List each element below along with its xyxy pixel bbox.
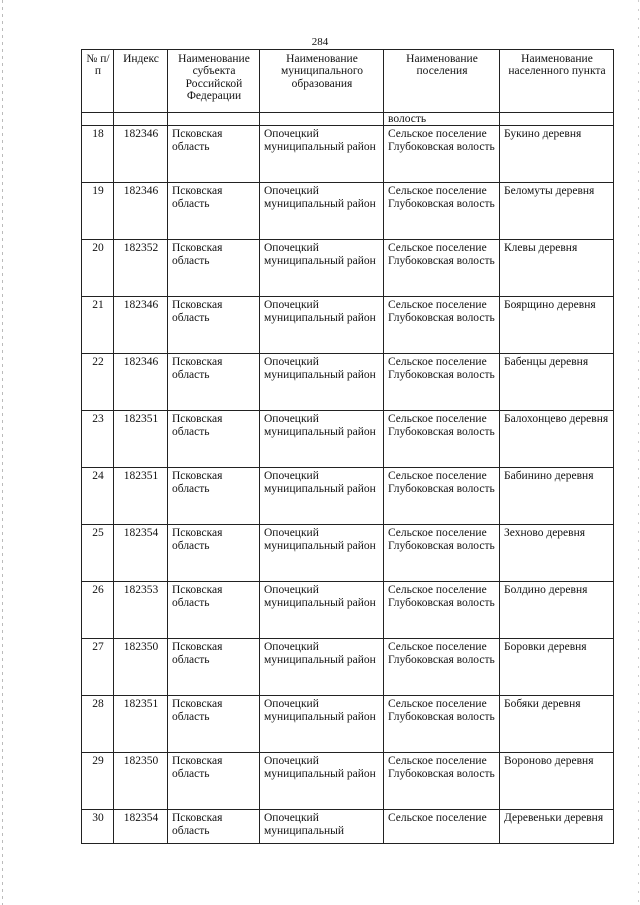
- cell-index: 182354: [114, 810, 168, 844]
- table-row: [82, 354, 614, 411]
- cell-settlement: Сельское поселение Глубоковская волость: [384, 183, 500, 240]
- cell-subject: Псковская область: [168, 240, 260, 297]
- cell-number: 23: [82, 411, 114, 468]
- cell-settlement: Сельское поселение Глубоковская волость: [384, 297, 500, 354]
- header-settlement: Наименование поселения: [384, 50, 500, 113]
- cell-number: 21: [82, 297, 114, 354]
- cell-locality: Бобяки деревня: [500, 696, 614, 753]
- table-body: [82, 113, 614, 844]
- cell-number: 19: [82, 183, 114, 240]
- settlements-table: [81, 49, 614, 844]
- cell-settlement: Сельское поселение Глубоковская волость: [384, 525, 500, 582]
- table-row: [82, 696, 614, 753]
- table-row: [82, 810, 614, 844]
- cell-number: 26: [82, 582, 114, 639]
- table-row: [82, 411, 614, 468]
- cell-municipality: Опочецкий муниципальный район: [260, 240, 384, 297]
- cell-settlement: Сельское поселение Глубоковская волость: [384, 126, 500, 183]
- cell-settlement: Сельское поселение Глубоковская волость: [384, 240, 500, 297]
- cell-index: 182351: [114, 696, 168, 753]
- cell-number: 30: [82, 810, 114, 844]
- cell-settlement: Сельское поселение: [384, 810, 500, 844]
- cell-settlement: Сельское поселение Глубоковская волость: [384, 696, 500, 753]
- cell-index: 182350: [114, 639, 168, 696]
- cell-number: 27: [82, 639, 114, 696]
- cell-index: 182350: [114, 753, 168, 810]
- cell-number: 24: [82, 468, 114, 525]
- cell-subject: Псковская область: [168, 468, 260, 525]
- cell-locality: Зехново деревня: [500, 525, 614, 582]
- cell-locality: Боровки деревня: [500, 639, 614, 696]
- header-subject: Наименование субъекта Российской Федерации: [168, 50, 260, 113]
- cell-municipality: Опочецкий муниципальный: [260, 810, 384, 844]
- cell-number: 29: [82, 753, 114, 810]
- cell-index: 182351: [114, 468, 168, 525]
- cell-locality: Бабинино деревня: [500, 468, 614, 525]
- scan-edge-right: [638, 0, 639, 905]
- header-index: Индекс: [114, 50, 168, 113]
- cell-subject: Псковская область: [168, 639, 260, 696]
- header-locality: Наименование населенного пункта: [500, 50, 614, 113]
- cell-number: [82, 113, 114, 126]
- cell-locality: Букино деревня: [500, 126, 614, 183]
- page-number: 284: [311, 36, 329, 48]
- cell-locality: Болдино деревня: [500, 582, 614, 639]
- cell-municipality: Опочецкий муниципальный район: [260, 753, 384, 810]
- cell-municipality: Опочецкий муниципальный район: [260, 696, 384, 753]
- cell-municipality: Опочецкий муниципальный район: [260, 297, 384, 354]
- table-row: [82, 183, 614, 240]
- cell-index: 182351: [114, 411, 168, 468]
- cell-number: 25: [82, 525, 114, 582]
- cell-municipality: Опочецкий муниципальный район: [260, 354, 384, 411]
- cell-index: 182346: [114, 183, 168, 240]
- cell-locality: Балохонцево деревня: [500, 411, 614, 468]
- cell-subject: Псковская область: [168, 810, 260, 844]
- header-number: № п/п: [82, 50, 114, 113]
- cell-subject: Псковская область: [168, 411, 260, 468]
- cell-index: [114, 113, 168, 126]
- cell-subject: Псковская область: [168, 525, 260, 582]
- table-row: [82, 240, 614, 297]
- cell-locality: [500, 113, 614, 126]
- cell-subject: Псковская область: [168, 696, 260, 753]
- cell-subject: [168, 113, 260, 126]
- table-row: [82, 468, 614, 525]
- cell-settlement: Сельское поселение Глубоковская волость: [384, 639, 500, 696]
- cell-index: 182346: [114, 354, 168, 411]
- cell-subject: Псковская область: [168, 354, 260, 411]
- scan-edge-left: [2, 0, 3, 905]
- table-row: [82, 525, 614, 582]
- cell-settlement: Сельское поселение Глубоковская волость: [384, 354, 500, 411]
- cell-index: 182346: [114, 297, 168, 354]
- cell-locality: Беломуты деревня: [500, 183, 614, 240]
- header-municipality: Наименование муниципального образования: [260, 50, 384, 113]
- cell-subject: Псковская область: [168, 582, 260, 639]
- cell-settlement: волость: [384, 113, 500, 126]
- cell-settlement: Сельское поселение Глубоковская волость: [384, 411, 500, 468]
- cell-settlement: Сельское поселение Глубоковская волость: [384, 753, 500, 810]
- cell-number: 20: [82, 240, 114, 297]
- cell-locality: Вороново деревня: [500, 753, 614, 810]
- cell-number: 22: [82, 354, 114, 411]
- cell-municipality: Опочецкий муниципальный район: [260, 582, 384, 639]
- table-header-row: [82, 50, 614, 113]
- cell-subject: Псковская область: [168, 297, 260, 354]
- cell-locality: Деревеньки деревня: [500, 810, 614, 844]
- cell-settlement: Сельское поселение Глубоковская волость: [384, 468, 500, 525]
- continuation-row: [82, 113, 614, 126]
- cell-municipality: Опочецкий муниципальный район: [260, 468, 384, 525]
- cell-subject: Псковская область: [168, 126, 260, 183]
- cell-index: 182352: [114, 240, 168, 297]
- table-row: [82, 126, 614, 183]
- cell-settlement: Сельское поселение Глубоковская волость: [384, 582, 500, 639]
- cell-municipality: Опочецкий муниципальный район: [260, 525, 384, 582]
- table-row: [82, 297, 614, 354]
- table-row: [82, 639, 614, 696]
- cell-municipality: Опочецкий муниципальный район: [260, 639, 384, 696]
- cell-municipality: Опочецкий муниципальный район: [260, 183, 384, 240]
- cell-subject: Псковская область: [168, 753, 260, 810]
- cell-index: 182354: [114, 525, 168, 582]
- cell-locality: Бабенцы деревня: [500, 354, 614, 411]
- cell-number: 28: [82, 696, 114, 753]
- cell-subject: Псковская область: [168, 183, 260, 240]
- cell-municipality: [260, 113, 384, 126]
- table-row: [82, 582, 614, 639]
- cell-locality: Боярщино деревня: [500, 297, 614, 354]
- cell-locality: Клевы деревня: [500, 240, 614, 297]
- cell-number: 18: [82, 126, 114, 183]
- table-row: [82, 753, 614, 810]
- cell-index: 182346: [114, 126, 168, 183]
- cell-municipality: Опочецкий муниципальный район: [260, 411, 384, 468]
- cell-municipality: Опочецкий муниципальный район: [260, 126, 384, 183]
- cell-index: 182353: [114, 582, 168, 639]
